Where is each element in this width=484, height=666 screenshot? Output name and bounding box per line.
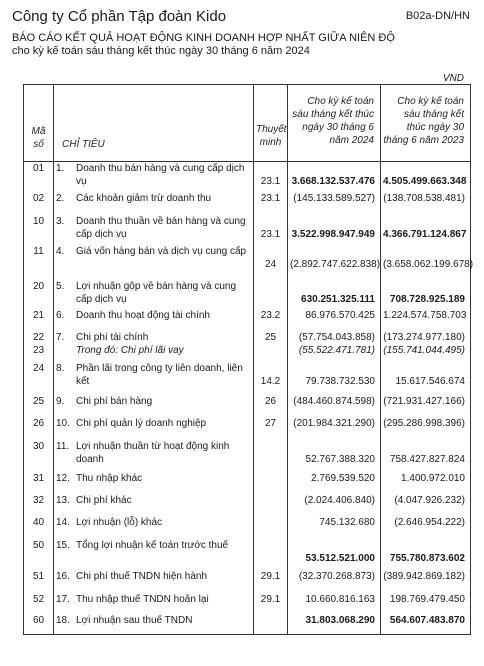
row-note: [254, 215, 288, 245]
row-current-cell: [288, 570, 381, 593]
row-note-value: 23.1: [260, 228, 281, 240]
row-code-cell: [24, 593, 54, 614]
row-note: [254, 494, 288, 516]
row-previous-value: 15.617.546.674: [395, 375, 465, 387]
row-current-cell: [288, 440, 381, 472]
row-code: 52: [32, 593, 45, 605]
row-number: 16.: [56, 570, 70, 582]
row-note: [254, 539, 288, 570]
row-note: [254, 440, 288, 472]
row-note-value: 26: [264, 395, 277, 407]
column-header-current: Cho kỳ kế toán sáu tháng kết thúc ngày 30 tháng 6 năm 2024: [288, 85, 381, 162]
row-name-cell: [54, 215, 254, 245]
row-code: 24: [32, 362, 45, 374]
row-code-cell: [24, 539, 54, 570]
row-previous-value: 4.505.499.663.348: [383, 176, 467, 187]
row-code: 50: [32, 539, 45, 551]
row-label: Các khoản giảm trừ doanh thu: [76, 192, 212, 204]
row-previous-value: 564.607.483.870: [389, 614, 465, 626]
row-code-cell: [24, 362, 54, 395]
row-previous-value: 198.769.479.450: [389, 593, 465, 605]
table-row: [24, 570, 471, 593]
row-name-cell: [54, 245, 254, 280]
currency-label: VND: [442, 73, 464, 84]
row-note: [254, 570, 288, 593]
row-number: 13.: [56, 494, 70, 506]
row-name-cell: [54, 192, 254, 215]
row-current-value: 86.976.570.425: [305, 309, 375, 321]
row-note-value: [256, 440, 285, 453]
row-number: 12.: [56, 472, 70, 484]
row-note-value: 23.2: [260, 309, 281, 321]
row-current-cell: [288, 331, 381, 362]
row-label: Doanh thu hoạt động tài chính: [76, 309, 210, 321]
row-current-value: (201.984.321.290): [293, 417, 375, 429]
row-code-cell: [24, 570, 54, 593]
row-current-cell: [288, 614, 381, 635]
table-row: [24, 215, 471, 245]
row-label: Lợi nhuận gộp về bán hàng và cung cấp dịch vụ: [76, 280, 237, 305]
table-row: [24, 395, 471, 417]
row-previous-cell: [381, 245, 474, 280]
row-number: 5.: [56, 280, 65, 292]
row-note-value: 23.1: [260, 192, 281, 204]
row-previous-cell: [381, 215, 471, 245]
column-header-name: CHỈ TIÊU: [54, 85, 254, 162]
table-body: [24, 162, 474, 635]
row-code-cell: [24, 440, 54, 472]
table-header-row: [24, 85, 471, 162]
row-previous-value: (2.646.954.222): [394, 516, 465, 528]
row-name-cell: [54, 395, 254, 417]
row-code-cell: [24, 614, 54, 635]
row-code: 26: [32, 417, 45, 429]
row-code-cell: [24, 516, 54, 539]
row-name-cell: [54, 331, 254, 362]
row-label: Thu nhập khác: [76, 472, 143, 484]
row-note: [254, 472, 288, 494]
row-previous-cell: [381, 593, 471, 614]
row-current-value: (57.754.043.858): [298, 331, 375, 343]
row-label: Thu nhập thuế TNDN hoãn lại: [76, 593, 209, 605]
row-label: Chi phí khác: [76, 494, 132, 506]
row-current-cell: [288, 162, 381, 192]
row-name-cell: [54, 539, 254, 570]
row-number: 2.: [56, 192, 65, 204]
row-previous-value: (138.708.538.481): [383, 192, 465, 204]
row-label: Doanh thu bán hàng và cung cấp dịch vụ: [76, 163, 245, 187]
row-number: 18.: [56, 614, 70, 626]
row-current-cell: [288, 395, 381, 417]
row-note-value: 27: [264, 417, 277, 429]
table-row: [24, 280, 471, 309]
row-name-cell: [54, 280, 254, 309]
row-name-cell: [54, 494, 254, 516]
row-previous-value: 708.728.925.189: [389, 293, 465, 305]
row-number: 17.: [56, 593, 70, 605]
row-note: [254, 614, 288, 635]
table-row: [24, 417, 471, 440]
row-name-cell: [54, 362, 254, 395]
row-current-value: 745.132.680: [319, 516, 375, 528]
row-note-value: 24: [264, 258, 277, 270]
row-number: 9.: [56, 395, 65, 407]
row-current-value: 79.738.732.530: [305, 375, 375, 387]
row-note: [254, 362, 288, 395]
row-code: 21: [32, 309, 45, 321]
row-current-cell: [288, 494, 381, 516]
row-code: 60: [32, 614, 45, 626]
row-code: 10: [32, 215, 45, 227]
row-code-cell: [24, 331, 54, 362]
row-note: [254, 516, 288, 539]
row-number: 8.: [56, 362, 65, 374]
row-previous-value: (389.942.869.182): [383, 570, 465, 582]
row-current-cell: [288, 309, 381, 331]
sub-row-label: Trong đó: Chi phí lãi vay: [76, 344, 184, 356]
row-previous-value: 1.400.972.010: [401, 472, 465, 484]
row-previous-cell: [381, 570, 471, 593]
row-name-cell: [54, 516, 254, 539]
row-name-cell: [54, 440, 254, 472]
row-code-cell: [24, 309, 54, 331]
row-previous-value: (3.658.062.199.678): [383, 258, 474, 270]
row-previous-value: 758.427.827.824: [389, 453, 465, 465]
row-previous-cell: [381, 309, 471, 331]
row-current-cell: [288, 192, 381, 215]
row-number: 6.: [56, 309, 65, 321]
row-label: Chi phí tài chính: [76, 331, 149, 343]
row-number: 7.: [56, 331, 65, 343]
row-label: Phần lãi trong công ty liên doanh, liên kết: [76, 362, 243, 387]
row-code-cell: [24, 494, 54, 516]
row-note-value: 14.2: [260, 375, 281, 387]
row-current-value: 2.769.539.520: [311, 472, 375, 484]
sub-row-code: 23: [32, 344, 45, 356]
row-note: [254, 331, 288, 362]
row-code: 11: [33, 245, 44, 257]
row-code: 22: [32, 331, 45, 343]
income-statement-table: [23, 84, 474, 635]
row-current-value: (2.892.747.622.838): [290, 258, 381, 270]
row-previous-cell: [381, 539, 471, 570]
row-code: 30: [32, 440, 45, 452]
report-subtitle: cho kỳ kế toán sáu tháng kết thúc ngày 30 tháng 6 năm 2024: [12, 45, 310, 57]
row-code: 51: [32, 570, 45, 582]
row-label: Lợi nhuận sau thuế TNDN: [76, 614, 193, 626]
row-current-cell: [288, 516, 381, 539]
row-number: 11.: [56, 440, 70, 452]
row-name-cell: [54, 570, 254, 593]
row-note-value: 29.1: [260, 570, 281, 582]
row-current-cell: [288, 417, 381, 440]
row-previous-cell: [381, 494, 471, 516]
row-previous-cell: [381, 192, 471, 215]
row-label: Lợi nhuận thuần từ hoạt động kinh doanh: [76, 440, 230, 465]
column-header-note: Thuyết minh: [254, 85, 288, 162]
row-previous-cell: [381, 472, 471, 494]
row-current-value: 10.660.816.163: [305, 593, 375, 605]
row-code: 25: [32, 395, 45, 407]
row-previous-cell: [381, 417, 471, 440]
row-note-value: 29.1: [260, 593, 281, 605]
table-row: [24, 539, 471, 570]
table-row: [24, 309, 471, 331]
row-code: 20: [32, 280, 45, 292]
sub-row-previous-value: (155.741.044.495): [383, 344, 465, 356]
row-name-cell: [54, 472, 254, 494]
table-row: [24, 516, 471, 539]
row-previous-value: (721.931.427.166): [383, 395, 465, 407]
row-note-value: [256, 539, 285, 552]
row-label: Doanh thu thuần về bán hàng và cung cấp dịch vụ: [76, 215, 246, 240]
row-current-cell: [288, 245, 381, 280]
row-code: 40: [32, 516, 45, 528]
row-label: Giá vốn hàng bán và dịch vụ cung cấp: [76, 245, 247, 257]
row-name-cell: [54, 417, 254, 440]
row-code-cell: [24, 395, 54, 417]
table-row: [24, 614, 471, 635]
row-previous-value: 1.224.574.758.703: [383, 309, 467, 321]
row-note-value: [256, 280, 285, 293]
row-current-value: 3.522.998.947.949: [291, 228, 375, 240]
row-current-value: 630.251.325.111: [301, 293, 375, 305]
row-number: 4.: [56, 245, 65, 257]
row-number: 3.: [56, 215, 65, 227]
row-number: 14.: [56, 516, 70, 528]
row-previous-value: (295.286.998.396): [383, 417, 465, 429]
row-current-value: 52.767.388.320: [305, 453, 375, 465]
row-code: 01: [32, 163, 45, 174]
row-note-value: 23.1: [260, 176, 281, 187]
table-row: [24, 192, 471, 215]
row-current-cell: [288, 280, 381, 309]
row-label: Chi phí thuế TNDN hiện hành: [76, 570, 208, 582]
row-previous-cell: [381, 614, 471, 635]
row-code-cell: [24, 417, 54, 440]
row-note: [254, 162, 288, 192]
row-name-cell: [54, 593, 254, 614]
row-code-cell: [24, 162, 54, 192]
row-current-value: 53.512.521.000: [305, 552, 375, 564]
row-previous-cell: [381, 162, 471, 192]
row-current-value: 3.668.132.537.476: [291, 176, 375, 187]
row-label: Lợi nhuận (lỗ) khác: [76, 516, 163, 528]
row-current-cell: [288, 472, 381, 494]
row-note: [254, 417, 288, 440]
row-code: 02: [32, 192, 45, 204]
row-label: Tổng lợi nhuận kế toán trước thuế: [76, 539, 229, 551]
row-code-cell: [24, 192, 54, 215]
row-current-cell: [288, 215, 381, 245]
row-name-cell: [54, 309, 254, 331]
row-current-cell: [288, 539, 381, 570]
form-code: B02a-DN/HN: [405, 10, 470, 22]
row-previous-value: (173.274.977.180): [383, 331, 465, 343]
sub-row-current-value: (55.522.471.781): [298, 344, 375, 356]
row-previous-cell: [381, 395, 471, 417]
row-code-cell: [24, 472, 54, 494]
row-current-value: (484.460.874.598): [293, 395, 375, 407]
row-current-cell: [288, 593, 381, 614]
row-current-value: 31.803.068.290: [305, 614, 375, 626]
row-code-cell: [24, 245, 54, 280]
row-note: [254, 593, 288, 614]
table-row: [24, 162, 471, 192]
row-current-value: (145.133.589.527): [293, 192, 375, 204]
row-label: Chi phí quản lý doanh nghiệp: [76, 417, 207, 429]
row-code: 31: [32, 472, 45, 484]
row-current-value: (32.370.268.873): [298, 570, 375, 582]
row-previous-value: 4.366.791.124.867: [383, 228, 467, 240]
row-note: [254, 395, 288, 417]
row-note: [254, 192, 288, 215]
row-code: 32: [32, 494, 45, 506]
table-row: [24, 593, 471, 614]
row-code-cell: [24, 215, 54, 245]
row-current-cell: [288, 362, 381, 395]
table-row: [24, 331, 471, 362]
row-previous-cell: [381, 440, 471, 472]
row-code-cell: [24, 280, 54, 309]
row-current-value: (2.024.406.840): [304, 494, 375, 506]
table-row: [24, 472, 471, 494]
row-previous-value: 755.780.873.602: [389, 552, 465, 564]
row-name-cell: [54, 162, 254, 192]
company-name: Công ty Cổ phần Tập đoàn Kido: [12, 8, 227, 25]
row-number: 1.: [56, 163, 65, 174]
row-number: 15.: [56, 539, 70, 551]
row-note-value: 25: [264, 331, 277, 343]
column-header-previous: Cho kỳ kế toán sáu tháng kết thúc ngày 30 tháng 6 năm 2023: [381, 85, 471, 162]
column-header-code: Mã số: [24, 85, 54, 162]
row-number: 10.: [56, 417, 70, 429]
table-row: [24, 494, 471, 516]
row-name-cell: [54, 614, 254, 635]
table-row: [24, 362, 471, 395]
report-title: BÁO CÁO KẾT QUẢ HOẠT ĐỘNG KINH DOANH HỢP NHẤT GIỮA NIÊN ĐỘ: [12, 32, 395, 44]
row-note: [254, 280, 288, 309]
row-note: [254, 245, 288, 280]
row-previous-cell: [381, 362, 471, 395]
row-previous-value: (4.047.926.232): [394, 494, 465, 506]
row-previous-cell: [381, 331, 471, 362]
row-previous-cell: [381, 516, 471, 539]
table-row: [24, 440, 471, 472]
row-note: [254, 309, 288, 331]
table-row: [24, 245, 471, 280]
row-label: Chi phí bán hàng: [76, 395, 153, 407]
row-previous-cell: [381, 280, 471, 309]
